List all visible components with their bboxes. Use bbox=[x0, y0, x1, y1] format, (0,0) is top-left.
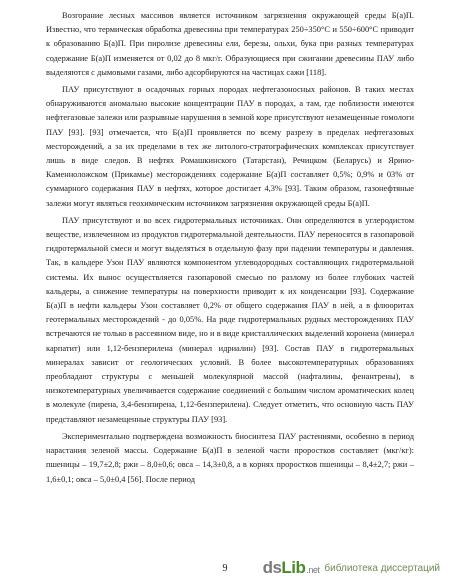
paragraph-hydrothermal-sources: ПАУ присутствуют и во всех гидротермальных источниках. Они определяются в углеродистом веществе, извлеченном из продуктов гидротермальной деятельности. ПАУ переносятся в газопаровой гидротермальной смеси и могут выделяться в отдельную фазу при падении температуры и давления. Так, в кальдере Узон ПАУ являются компонентом углеводородных составляющих гидротермальной системы. Их вынос осуществляется газопаровой смесью по разлому из более глубоких частей кальдеры, а снижение температуры на поверхности приводит к их конденсации [93]. Содержание Б(а)П в нефти кальдеры Узон составляет 0,2% от общего содержания ПАУ в ней, а в флюоритах геотермальных месторождений - до 0,05%. На ряде гидротермальных рудных месторождениях ПАУ встречаются не только в рассеянном виде, но и в виде кристаллических выделений коронена (минерал карпатит) или 1,12-бензперилена (минерал идриалин) [93]. Состав ПАУ в гидротермальных минералах зависит от геологических условий. В более высокотемпературных образованиях преобладают структуры с меньшей молекулярной массой (нафталины, фенантрены), в низкотемпературных увеличивается содержание соединений с большим числом ароматических колец в молекуле (пирена, 3,4-бензпирена, 1,12-бензперилена). Следует отметить, что основную часть ПАУ представляют незамещенные структуры ПАУ [93]. bbox=[46, 215, 414, 424]
body-text bbox=[46, 9, 414, 490]
watermark-caption: библиотека диссертаций bbox=[324, 562, 440, 574]
paragraph-forest-fires: Возгорание лесных массивов является источником загрязнения окружающей среды Б(а)П. Известно, что термическая обработка древесины при температурах 250÷350°С и 550÷600°С приводит к образованию Б(а)П. При пиролизе древесины ели, березы, ольхи, бука при разных температурах содержание Б(а)П изменяется от 0,02 до 8 мкг/г. Образующиеся при сжигании древесины ПАУ либо выделяются с дымовыми газами, либо адсорбируются на частицах сажи [118]. bbox=[46, 11, 414, 77]
page-number: 9 bbox=[222, 563, 228, 574]
paragraph-sedimentary-rocks: ПАУ присутствуют в осадочных горных породах нефтегазоносных районов. В таких местах обнаруживаются аномально высокие концентрации ПАУ в породах, а там, где поблизости имеются нефтегазовые залежи или разрывные нарушения в земной коре присутствуют незамещенные гомологи ПАУ [93]. [93] отмечается, что Б(а)П проявляется по всему разрезу в пределах нефтегазовых месторождений, а за их пределами в тех же литолого-стратографических комплексах присутствует лишь в виде следов. В нефтях Ромашкинского (Татарстан), Речицком (Беларусь) и Ярино-Каменноложском (Прикамье) месторождениях содержание Б(а)П составляет 0,5%; 0,9% и 03% от суммарного содержания ПАУ в нефтях, которое достигает 4,3% [93]. Таким образом, газонефтяные залежи могут являться геохимическим источником загрязнения окружающей среды Б(а)П. bbox=[46, 85, 414, 208]
dslib-watermark[interactable] bbox=[263, 558, 440, 578]
paragraph-plant-biosynthesis: Экспериментально подтверждена возможность биосинтеза ПАУ растениями, особенно в период нарастания зеленой массы. Содержание Б(а)П в зеленой части проростков составляет (мкг/кг): пшеницы – 19,7±2,8; ржи – 8,0±0,6; овса – 14,3±0,8, а в корнях проростков пшеницы – 8,4±2,7; ржи – 1,6±0,1; овса – 5,0±0,4 [56]. После период bbox=[46, 431, 414, 484]
dslib-logo: ds Lib .net bbox=[262, 558, 320, 577]
